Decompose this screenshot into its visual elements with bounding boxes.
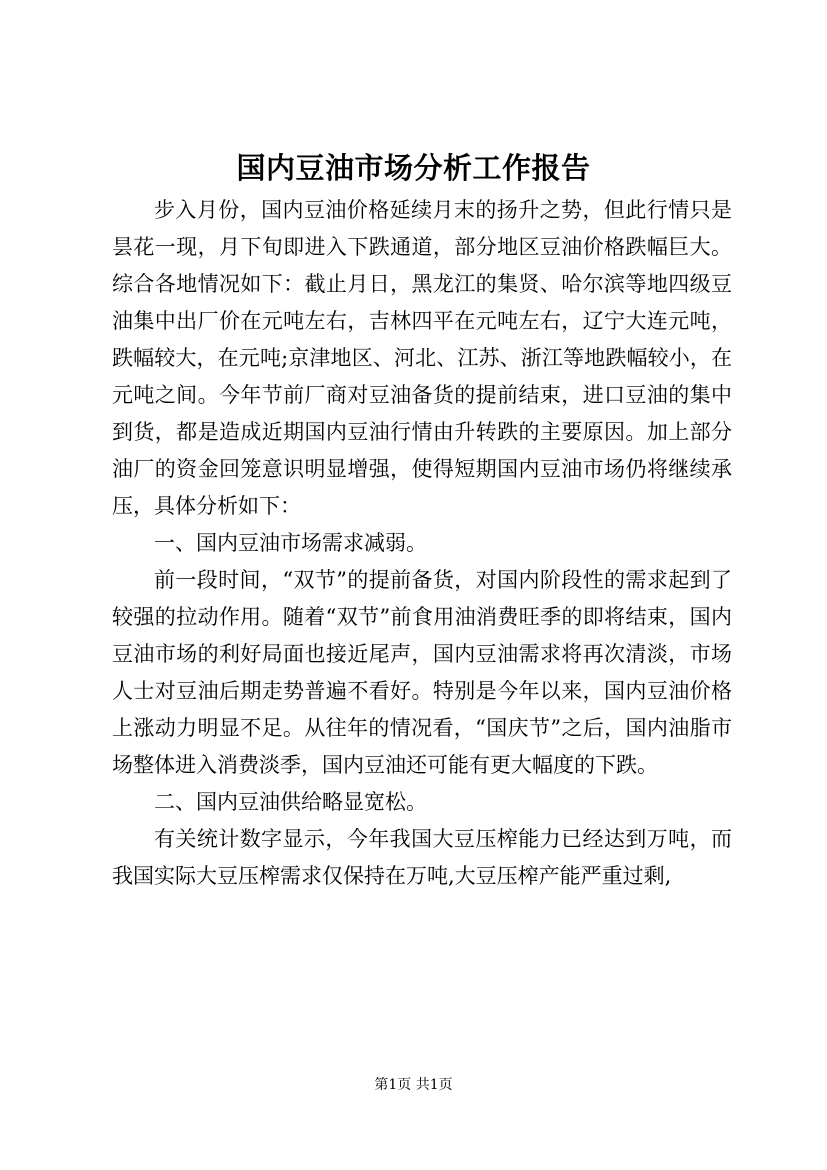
paragraph-supply: 有关统计数字显示，今年我国大豆压榨能力已经达到万吨，而我国实际大豆压榨需求仅保持在万吨,大豆压榨产能严重过剩, [112, 827, 732, 888]
page-footer: 第1页 共1页 [374, 1077, 453, 1093]
paragraph-intro: 步入月份，国内豆油价格延续月末的扬升之势，但此行情只是昙花一现，月下旬即进入下跌通道，部分地区豆油价格跌幅巨大。综合各地情况如下：截止月日，黑龙江的集贤、哈尔滨等地四级豆油集中出厂价在元吨左右，吉林四平在元吨左右，辽宁大连元吨，跌幅较大，在元吨;京津地区、河北、江苏、浙江等地跌幅较小，在元吨之间。今年节前厂商对豆油备货的提前结束，进口豆油的集中到货，都是造成近期国内豆油行情由升转跌的主要原因。加上部分油厂的资金回笼意识明显增强，使得短期国内豆油市场仍将继续承压，具体分析如下： [112, 198, 732, 518]
paragraph-demand: 前一段时间，“双节”的提前备货，对国内阶段性的需求起到了较强的拉动作用。随着“双节”前食用油消费旺季的即将结束，国内豆油市场的利好局面也接近尾声，国内豆油需求将再次清淡，市场人士对豆油后期走势普遍不看好。特别是今年以来，国内豆油价格上涨动力明显不足。从往年的情况看，“国庆节”之后，国内油脂市场整体进入消费淡季，国内豆油还可能有更大幅度的下跌。 [112, 568, 732, 777]
document-body [112, 192, 732, 895]
section-heading-demand: 一、国内豆油市场需求减弱。 [154, 531, 427, 555]
document-title: 国内豆油市场分析工作报告 [236, 151, 591, 185]
section-heading-supply: 二、国内豆油供给略显宽松。 [154, 790, 427, 814]
